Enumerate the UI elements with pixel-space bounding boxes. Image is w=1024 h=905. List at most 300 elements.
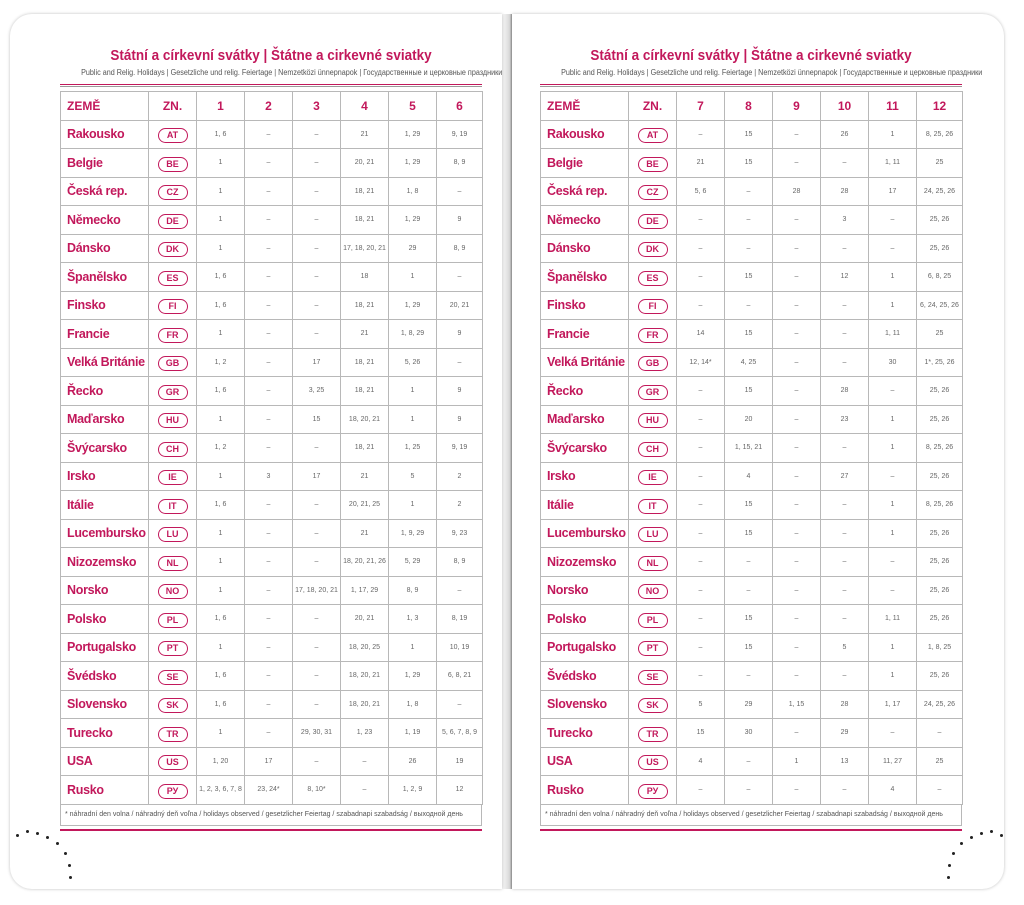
- country-name: Belgie: [541, 149, 629, 178]
- country-code-cell: [629, 177, 677, 206]
- country-code-badge: DE: [638, 214, 668, 229]
- country-code-cell: [629, 633, 677, 662]
- holiday-dates-cell: –: [677, 548, 725, 577]
- country-name: USA: [61, 747, 149, 776]
- holiday-dates-cell: –: [341, 776, 389, 805]
- country-name: Nizozemsko: [541, 548, 629, 577]
- page-subtitle: Public and Relig. Holidays | Gesetzliche und relig. Feiertage | Nemzetközi ünnepnapok | Государственные и церковные праздники: [81, 68, 503, 77]
- holiday-dates-cell: 1, 19: [389, 719, 437, 748]
- table-row: [61, 206, 483, 235]
- holiday-dates-cell: 12: [821, 263, 869, 292]
- country-code-badge: РУ: [638, 784, 668, 799]
- country-name: Norsko: [541, 576, 629, 605]
- country-code-cell: [149, 719, 197, 748]
- holiday-dates-cell: 1: [197, 405, 245, 434]
- holiday-dates-cell: 1, 29: [389, 662, 437, 691]
- holiday-dates-cell: 1: [389, 405, 437, 434]
- holiday-dates-cell: –: [821, 348, 869, 377]
- holiday-dates-cell: 1, 11: [869, 149, 917, 178]
- table-row: [541, 519, 963, 548]
- holiday-dates-cell: –: [821, 576, 869, 605]
- holiday-dates-cell: 18, 21: [341, 377, 389, 406]
- country-name: Rakousko: [541, 120, 629, 149]
- country-name: Polsko: [541, 605, 629, 634]
- country-name: Slovensko: [541, 690, 629, 719]
- holiday-dates-cell: 20, 21: [437, 291, 483, 320]
- holiday-dates-cell: –: [245, 348, 293, 377]
- holiday-dates-cell: 17: [869, 177, 917, 206]
- holiday-dates-cell: 1, 15, 21: [725, 434, 773, 463]
- holiday-dates-cell: 9, 19: [437, 434, 483, 463]
- column-header-month: 8: [725, 92, 773, 121]
- holiday-dates-cell: 1: [197, 234, 245, 263]
- country-code-badge: DK: [638, 242, 668, 257]
- holiday-dates-cell: –: [677, 491, 725, 520]
- footnote: * náhradní den volna / náhradný deň voľna / holidays observed / gesetzlicher Feiertag / szabadnapi szabadság / выходной день: [540, 805, 962, 826]
- country-code-cell: [149, 548, 197, 577]
- holiday-dates-cell: 20, 21, 25: [341, 491, 389, 520]
- table-row: [61, 320, 483, 349]
- country-code-cell: [149, 120, 197, 149]
- holiday-dates-cell: –: [773, 263, 821, 292]
- holiday-dates-cell: 28: [821, 177, 869, 206]
- holiday-dates-cell: 1: [197, 149, 245, 178]
- table-row: [541, 377, 963, 406]
- holiday-dates-cell: 29, 30, 31: [293, 719, 341, 748]
- holiday-table-months-7-12: [540, 91, 963, 805]
- country-name: Belgie: [61, 149, 149, 178]
- holiday-dates-cell: 15: [725, 519, 773, 548]
- holiday-dates-cell: –: [677, 633, 725, 662]
- holiday-dates-cell: –: [245, 605, 293, 634]
- country-code-badge: DK: [158, 242, 188, 257]
- country-code-cell: [149, 263, 197, 292]
- holiday-dates-cell: 3: [245, 462, 293, 491]
- country-name: Švýcarsko: [61, 434, 149, 463]
- holiday-dates-cell: –: [677, 776, 725, 805]
- holiday-dates-cell: 24, 25, 26: [917, 690, 963, 719]
- holiday-dates-cell: –: [773, 405, 821, 434]
- holiday-dates-cell: 5: [821, 633, 869, 662]
- table-row: [61, 491, 483, 520]
- country-code-cell: [149, 747, 197, 776]
- table-row: [61, 348, 483, 377]
- holiday-dates-cell: –: [773, 149, 821, 178]
- holiday-dates-cell: –: [869, 234, 917, 263]
- table-row: [61, 576, 483, 605]
- country-name: Nizozemsko: [61, 548, 149, 577]
- column-header-month: 12: [917, 92, 963, 121]
- country-name: Francie: [61, 320, 149, 349]
- holiday-dates-cell: 8, 19: [437, 605, 483, 634]
- holiday-dates-cell: –: [245, 548, 293, 577]
- table-row: [541, 576, 963, 605]
- country-code-badge: NL: [158, 556, 188, 571]
- country-code-badge: BE: [638, 157, 668, 172]
- country-code-badge: FI: [158, 299, 188, 314]
- holiday-dates-cell: 1, 15: [773, 690, 821, 719]
- holiday-dates-cell: –: [773, 434, 821, 463]
- holiday-dates-cell: 18, 20, 21, 26: [341, 548, 389, 577]
- holiday-dates-cell: 17: [293, 348, 341, 377]
- column-header-month: 1: [197, 92, 245, 121]
- country-name: Turecko: [541, 719, 629, 748]
- holiday-dates-cell: 8, 25, 26: [917, 491, 963, 520]
- holiday-dates-cell: 25, 26: [917, 405, 963, 434]
- holiday-dates-cell: 9: [437, 377, 483, 406]
- holiday-dates-cell: –: [293, 149, 341, 178]
- table-row: [61, 405, 483, 434]
- holiday-dates-cell: –: [821, 434, 869, 463]
- holiday-dates-cell: 21: [341, 462, 389, 491]
- holiday-dates-cell: 1, 8, 29: [389, 320, 437, 349]
- table-row: [61, 234, 483, 263]
- holiday-dates-cell: 1: [389, 377, 437, 406]
- country-name: Itálie: [541, 491, 629, 520]
- country-code-cell: [149, 662, 197, 691]
- country-name: Německo: [61, 206, 149, 235]
- holiday-dates-cell: –: [437, 263, 483, 292]
- country-code-badge: BE: [158, 157, 188, 172]
- holiday-dates-cell: –: [725, 548, 773, 577]
- country-code-badge: TR: [158, 727, 188, 742]
- country-code-badge: ES: [158, 271, 188, 286]
- holiday-dates-cell: 1, 17, 29: [341, 576, 389, 605]
- holiday-dates-cell: –: [773, 491, 821, 520]
- country-code-cell: [149, 605, 197, 634]
- country-code-cell: [629, 491, 677, 520]
- holiday-dates-cell: –: [821, 320, 869, 349]
- country-code-badge: CZ: [638, 185, 668, 200]
- holiday-dates-cell: –: [773, 234, 821, 263]
- holiday-dates-cell: –: [677, 462, 725, 491]
- country-name: Irsko: [541, 462, 629, 491]
- holiday-dates-cell: 1: [869, 519, 917, 548]
- country-code-badge: PT: [158, 641, 188, 656]
- holiday-dates-cell: 1, 6: [197, 491, 245, 520]
- country-code-cell: [629, 519, 677, 548]
- holiday-dates-cell: –: [821, 519, 869, 548]
- table-row: [541, 662, 963, 691]
- decorative-dots-right: [948, 826, 1008, 886]
- holiday-dates-cell: –: [677, 263, 725, 292]
- holiday-dates-cell: 4: [677, 747, 725, 776]
- table-row: [61, 120, 483, 149]
- holiday-dates-cell: 18, 21: [341, 291, 389, 320]
- table-row: [61, 719, 483, 748]
- country-name: Švédsko: [541, 662, 629, 691]
- holiday-dates-cell: –: [725, 177, 773, 206]
- holiday-dates-cell: 1: [869, 662, 917, 691]
- holiday-dates-cell: –: [245, 320, 293, 349]
- decorative-dots-left: [12, 826, 72, 886]
- holiday-dates-cell: –: [245, 263, 293, 292]
- country-code-cell: [629, 548, 677, 577]
- holiday-dates-cell: –: [725, 576, 773, 605]
- country-name: Portugalsko: [61, 633, 149, 662]
- table-header-row: [541, 92, 963, 121]
- holiday-dates-cell: 8, 9: [437, 149, 483, 178]
- holiday-dates-cell: 9: [437, 206, 483, 235]
- table-row: [541, 719, 963, 748]
- holiday-dates-cell: 18, 20, 21: [341, 690, 389, 719]
- holiday-dates-cell: 4: [869, 776, 917, 805]
- holiday-dates-cell: –: [245, 291, 293, 320]
- holiday-dates-cell: –: [293, 747, 341, 776]
- holiday-dates-cell: 1, 8, 25: [917, 633, 963, 662]
- holiday-dates-cell: 18, 20, 21: [341, 405, 389, 434]
- bottom-rule: [540, 829, 962, 831]
- holiday-dates-cell: 1, 6: [197, 120, 245, 149]
- country-code-badge: US: [158, 755, 188, 770]
- holiday-dates-cell: 25, 26: [917, 234, 963, 263]
- country-code-badge: LU: [638, 527, 668, 542]
- country-code-cell: [149, 462, 197, 491]
- holiday-dates-cell: –: [821, 605, 869, 634]
- holiday-dates-cell: –: [677, 120, 725, 149]
- holiday-dates-cell: 1, 17: [869, 690, 917, 719]
- holiday-dates-cell: 1, 6: [197, 263, 245, 292]
- holiday-dates-cell: 1: [869, 633, 917, 662]
- holiday-dates-cell: –: [869, 462, 917, 491]
- holiday-dates-cell: –: [773, 120, 821, 149]
- country-code-badge: PT: [638, 641, 668, 656]
- holiday-dates-cell: 1, 20: [197, 747, 245, 776]
- holiday-dates-cell: –: [341, 747, 389, 776]
- country-name: Irsko: [61, 462, 149, 491]
- country-name: Švýcarsko: [541, 434, 629, 463]
- holiday-dates-cell: 8, 9: [437, 234, 483, 263]
- holiday-dates-cell: 1, 6: [197, 690, 245, 719]
- holiday-dates-cell: –: [773, 291, 821, 320]
- table-header-row: [61, 92, 483, 121]
- holiday-dates-cell: 27: [821, 462, 869, 491]
- country-code-badge: IT: [638, 499, 668, 514]
- country-code-badge: GR: [158, 385, 188, 400]
- holiday-dates-cell: 5, 6: [677, 177, 725, 206]
- country-code-cell: [149, 149, 197, 178]
- holiday-dates-cell: 1: [389, 491, 437, 520]
- holiday-dates-cell: –: [293, 633, 341, 662]
- holiday-dates-cell: 4, 25: [725, 348, 773, 377]
- holiday-dates-cell: 21: [341, 320, 389, 349]
- country-name: Portugalsko: [541, 633, 629, 662]
- column-header-month: 3: [293, 92, 341, 121]
- holiday-dates-cell: 17, 18, 20, 21: [293, 576, 341, 605]
- country-code-cell: [149, 291, 197, 320]
- holiday-dates-cell: 12: [437, 776, 483, 805]
- country-code-badge: HU: [638, 413, 668, 428]
- holiday-dates-cell: –: [773, 206, 821, 235]
- holiday-dates-cell: 1, 2: [197, 434, 245, 463]
- holiday-dates-cell: 28: [773, 177, 821, 206]
- holiday-dates-cell: 1, 11: [869, 320, 917, 349]
- holiday-dates-cell: –: [773, 348, 821, 377]
- holiday-dates-cell: 29: [821, 719, 869, 748]
- holiday-dates-cell: 18, 20, 25: [341, 633, 389, 662]
- column-header-country: ZEMĚ: [61, 92, 149, 121]
- holiday-dates-cell: 15: [725, 149, 773, 178]
- column-header-month: 10: [821, 92, 869, 121]
- country-name: Španělsko: [61, 263, 149, 292]
- holiday-dates-cell: –: [293, 291, 341, 320]
- holiday-dates-cell: 20, 21: [341, 605, 389, 634]
- holiday-dates-cell: 25, 26: [917, 462, 963, 491]
- country-name: Rusko: [61, 776, 149, 805]
- country-code-badge: PL: [158, 613, 188, 628]
- holiday-dates-cell: 8, 9: [437, 548, 483, 577]
- right-page-content: [540, 46, 983, 831]
- holiday-dates-cell: 17, 18, 20, 21: [341, 234, 389, 263]
- holiday-dates-cell: –: [725, 662, 773, 691]
- table-row: [541, 177, 963, 206]
- holiday-dates-cell: –: [437, 690, 483, 719]
- holiday-dates-cell: 6, 8, 21: [437, 662, 483, 691]
- column-header-month: 5: [389, 92, 437, 121]
- column-header-country: ZEMĚ: [541, 92, 629, 121]
- table-row: [61, 605, 483, 634]
- holiday-dates-cell: 1, 6: [197, 291, 245, 320]
- table-row: [541, 747, 963, 776]
- table-row: [541, 462, 963, 491]
- holiday-dates-cell: 20: [725, 405, 773, 434]
- holiday-dates-cell: 4: [725, 462, 773, 491]
- country-name: Rakousko: [61, 120, 149, 149]
- holiday-dates-cell: –: [293, 320, 341, 349]
- table-row: [61, 291, 483, 320]
- country-code-cell: [629, 149, 677, 178]
- holiday-dates-cell: –: [821, 548, 869, 577]
- holiday-dates-cell: –: [869, 206, 917, 235]
- table-row: [541, 234, 963, 263]
- table-row: [541, 149, 963, 178]
- country-code-badge: FR: [158, 328, 188, 343]
- country-code-badge: IT: [158, 499, 188, 514]
- holiday-dates-cell: –: [869, 719, 917, 748]
- holiday-dates-cell: 1: [389, 633, 437, 662]
- country-code-cell: [149, 377, 197, 406]
- country-code-cell: [149, 348, 197, 377]
- country-code-badge: NO: [158, 584, 188, 599]
- holiday-dates-cell: 25: [917, 747, 963, 776]
- country-name: Norsko: [61, 576, 149, 605]
- holiday-dates-cell: 25, 26: [917, 662, 963, 691]
- holiday-dates-cell: 1: [869, 120, 917, 149]
- holiday-dates-cell: 15: [725, 491, 773, 520]
- holiday-dates-cell: 25, 26: [917, 377, 963, 406]
- country-code-badge: FR: [638, 328, 668, 343]
- holiday-dates-cell: 6, 8, 25: [917, 263, 963, 292]
- column-header-month: 11: [869, 92, 917, 121]
- country-code-badge: GB: [158, 356, 188, 371]
- country-name: Velká Británie: [61, 348, 149, 377]
- holiday-dates-cell: 11, 27: [869, 747, 917, 776]
- table-row: [61, 462, 483, 491]
- country-code-cell: [629, 405, 677, 434]
- holiday-dates-cell: 12, 14*: [677, 348, 725, 377]
- holiday-dates-cell: –: [437, 177, 483, 206]
- country-code-cell: [149, 519, 197, 548]
- holiday-dates-cell: –: [677, 377, 725, 406]
- holiday-dates-cell: 17: [245, 747, 293, 776]
- holiday-dates-cell: –: [245, 662, 293, 691]
- country-code-cell: [629, 576, 677, 605]
- holiday-dates-cell: 3: [821, 206, 869, 235]
- holiday-dates-cell: 1: [869, 491, 917, 520]
- holiday-dates-cell: 19: [437, 747, 483, 776]
- table-row: [61, 377, 483, 406]
- holiday-dates-cell: –: [293, 519, 341, 548]
- country-code-badge: GB: [638, 356, 668, 371]
- holiday-dates-cell: –: [869, 548, 917, 577]
- holiday-dates-cell: 30: [725, 719, 773, 748]
- holiday-dates-cell: –: [245, 377, 293, 406]
- country-name: Řecko: [61, 377, 149, 406]
- country-code-badge: DE: [158, 214, 188, 229]
- country-code-badge: ES: [638, 271, 668, 286]
- holiday-dates-cell: 5: [389, 462, 437, 491]
- holiday-dates-cell: –: [677, 206, 725, 235]
- holiday-dates-cell: 1, 29: [389, 120, 437, 149]
- country-code-badge: AT: [638, 128, 668, 143]
- holiday-dates-cell: 8, 10*: [293, 776, 341, 805]
- holiday-dates-cell: 1: [197, 177, 245, 206]
- holiday-dates-cell: –: [245, 120, 293, 149]
- country-name: Itálie: [61, 491, 149, 520]
- holiday-dates-cell: 1: [869, 291, 917, 320]
- column-header-code: ZN.: [149, 92, 197, 121]
- holiday-dates-cell: 20, 21: [341, 149, 389, 178]
- holiday-dates-cell: 25: [917, 149, 963, 178]
- holiday-dates-cell: –: [293, 120, 341, 149]
- holiday-dates-cell: –: [773, 719, 821, 748]
- title-rule-thin: [60, 86, 482, 87]
- holiday-dates-cell: –: [245, 434, 293, 463]
- holiday-dates-cell: 15: [725, 605, 773, 634]
- holiday-dates-cell: 18, 21: [341, 434, 389, 463]
- holiday-dates-cell: –: [773, 662, 821, 691]
- country-code-cell: [629, 434, 677, 463]
- country-code-badge: SE: [158, 670, 188, 685]
- country-name: Česká rep.: [61, 177, 149, 206]
- country-code-cell: [149, 434, 197, 463]
- country-name: Dánsko: [61, 234, 149, 263]
- holiday-dates-cell: 1, 6: [197, 605, 245, 634]
- country-code-badge: TR: [638, 727, 668, 742]
- table-row: [541, 690, 963, 719]
- holiday-dates-cell: 25, 26: [917, 576, 963, 605]
- holiday-dates-cell: –: [245, 576, 293, 605]
- country-code-cell: [629, 377, 677, 406]
- holiday-dates-cell: –: [245, 234, 293, 263]
- holiday-dates-cell: –: [773, 605, 821, 634]
- holiday-dates-cell: 8, 25, 26: [917, 120, 963, 149]
- holiday-dates-cell: –: [293, 206, 341, 235]
- holiday-dates-cell: 24, 25, 26: [917, 177, 963, 206]
- table-row: [61, 690, 483, 719]
- holiday-dates-cell: 21: [341, 519, 389, 548]
- country-name: Finsko: [61, 291, 149, 320]
- holiday-dates-cell: 1: [773, 747, 821, 776]
- country-code-cell: [149, 633, 197, 662]
- holiday-dates-cell: –: [245, 491, 293, 520]
- holiday-dates-cell: 1, 6: [197, 662, 245, 691]
- holiday-dates-cell: –: [773, 576, 821, 605]
- holiday-dates-cell: –: [917, 776, 963, 805]
- holiday-dates-cell: 21: [677, 149, 725, 178]
- holiday-dates-cell: –: [293, 434, 341, 463]
- holiday-dates-cell: –: [773, 519, 821, 548]
